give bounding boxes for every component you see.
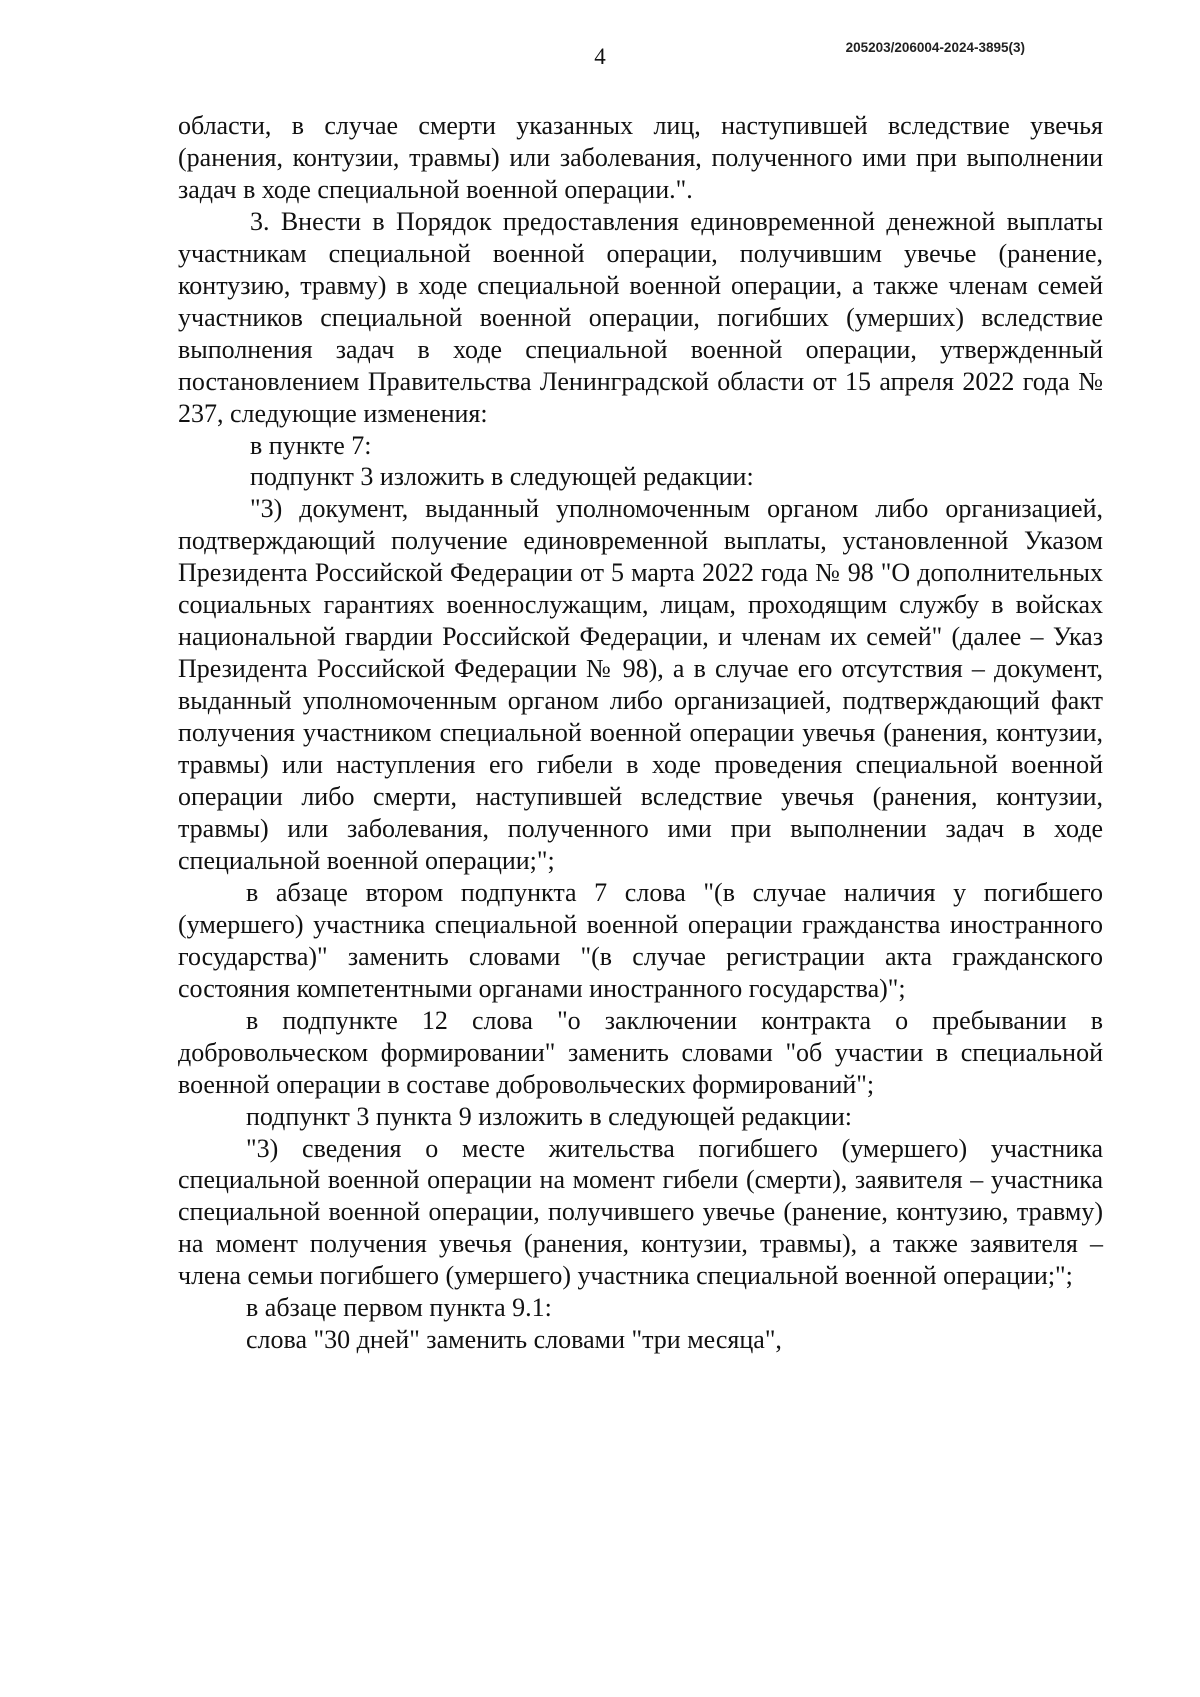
paragraph-subpoint-3-intro: подпункт 3 изложить в следующей редакции: bbox=[250, 462, 754, 492]
paragraph-point-9-1: в абзаце первом пункта 9.1: bbox=[246, 1293, 552, 1323]
document-body bbox=[178, 110, 1103, 1356]
paragraph-continuation: области, в случае смерти указанных лиц, наступившей вследствие увечья (ранения, контузии, травмы) или заболевания, полученного ими при выполнении задач в ходе специальной военной операции.". bbox=[178, 111, 1103, 204]
paragraph-point-7: в пункте 7: bbox=[250, 430, 372, 460]
page-number: 4 bbox=[594, 44, 606, 69]
paragraph-subpoint-3-text: "3) документ, выданный уполномоченным органом либо организацией, подтверждающий получение единовременной выплаты, установленной Указом Президента Российской Федерации от 5 марта 2022 года № 98 "О дополнительных социальных гарантиях военнослужащим, лицам, проходящим службу в войсках национальной гвардии Российской Федерации, и членам их семей" (далее – Указ Президента Российской Федерации № 98), а в случае его отсутствия – документ, выданный уполномоченным органом либо организацией, подтверждающий факт получения участником специальной военной операции увечья (ранения, контузии, травмы) или наступления его гибели в ходе проведения специальной военной операции либо смерти, наступившей вследствие увечья (ранения, контузии, травмы) или заболевания, полученного ими при выполнении задач в ходе специальной военной операции;"; bbox=[178, 494, 1103, 875]
paragraph-point-9-intro: подпункт 3 пункта 9 изложить в следующей редакции: bbox=[246, 1101, 852, 1131]
paragraph-replace-days: слова "30 дней" заменить словами "три месяца", bbox=[246, 1325, 782, 1355]
document-id: 205203/206004-2024-3895(3) bbox=[845, 40, 1025, 55]
paragraph-subpoint-12: в подпункте 12 слова "о заключении контракта о пребывании в добровольческом формировании" заменить словами "об участии в специальной военной операции в составе добровольческих формирований"; bbox=[178, 1005, 1103, 1099]
paragraph-item-3: 3. Внести в Порядок предоставления единовременной денежной выплаты участникам специальной военной операции, получившим увечье (ранение, контузию, травму) в ходе специальной военной операции, а также членам семей участников специальной военной операции, погибших (умерших) вследствие выполнения задач в ходе специальной военной операции, утвержденный постановлением Правительства Ленинградской области от 15 апреля 2022 года № 237, следующие изменения: bbox=[178, 206, 1103, 428]
paragraph-point-9-text: "3) сведения о месте жительства погибшего (умершего) участника специальной военной операции на момент гибели (смерти), заявителя – участника специальной военной операции, получившего увечье (ранение, контузию, травму) на момент получения увечья (ранения, контузии, травмы), а также заявителя – члена семьи погибшего (умершего) участника специальной военной операции;"; bbox=[178, 1133, 1103, 1291]
paragraph-subpoint-7: в абзаце втором подпункта 7 слова "(в случае наличия у погибшего (умершего) участника специальной военной операции гражданства иностранного государства)" заменить словами "(в случае регистрации акта гражданского состояния компетентными органами иностранного государства)"; bbox=[178, 877, 1103, 1003]
